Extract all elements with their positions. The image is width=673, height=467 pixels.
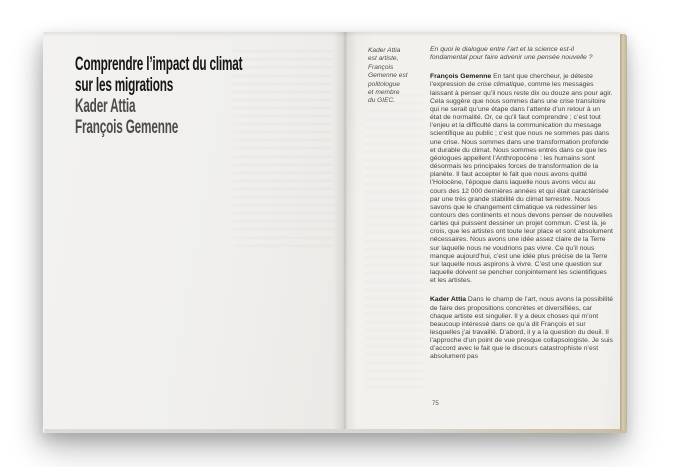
page-showthrough [233,50,333,250]
interview-answers [430,73,613,361]
paragraph [430,73,613,285]
note-line: et membre [368,89,400,97]
chapter-title-line: Comprendre l’impact du climat [75,54,243,75]
open-book-spread [43,32,627,433]
text-segment: Dans le champ de l’art, nous avons la possibilité de faire des propositions concrètes et diversifiées, car chaque artiste est singulier. Il y a deux choses qui m’ont beaucoup intéressé dans ce qu’a dit François et sur lesquelles j’ai travaillé. D’abord, il y a la question du deuil. Il l’approche d’un point de vue presque collapsologiste. Je suis d’accord avec le fait que le discours catastrophiste n’est absolument pas [430,296,613,361]
page-right [345,32,620,429]
page-left [43,32,345,429]
paragraph [430,296,613,361]
author-bio-note [368,47,420,106]
note-line: Gemenne est [368,72,408,80]
text-segment: Kader Attia [430,296,468,304]
interview-text-column [430,46,613,373]
note-line: du GIEC. [368,97,396,105]
text-segment: François Gemenne [430,73,494,81]
page-block-fore-edge [620,34,627,431]
author-name: François Gemenne [75,117,179,138]
chapter-title-block [75,54,242,138]
text-segment: En tant que chercheur, je déteste l’expression de [430,73,593,89]
interview-question: En quoi le dialogue entre l’art et la science est-il fondamental pour faire advenir une pensée nouvelle ? [430,46,593,62]
note-line: politologue [368,80,400,88]
author-name: Kader Attia [75,96,136,117]
note-line: est artiste, [368,55,399,63]
note-line: François [368,63,394,71]
text-segment: crise climatique [477,81,525,89]
page-block-bottom-edge [44,429,627,433]
chapter-title-line: sur les migrations [75,75,174,96]
page-showthrough [365,94,423,389]
note-line: Kader Attia [368,47,401,54]
page-number: 75 [432,401,439,407]
text-segment: , comme les messages laissant à penser qu’il nous reste dix ou douze ans pour agir. Cela suggère que nous sommes dans une crise transitoire qui ne serait qu’une étape dans l’attente d’un retour à un état de normalité. Or, ce qu’il faut comprendre ; c’est tout l’enjeu et la difficulté dans la communication du message scientifique au public ; c’est que nous ne sommes pas dans une crise. Nous sommes dans une transformation profonde et durable du climat. Nous sommes entrés dans ce que les géologues appellent l’Anthropocène : les humains sont désormais les principales forces de transformation de la planète. Il faut accepter le fait que nous avons quitté l’Holocène, l’époque dans laquelle nous avons vécu au cours des 12 000 dernières années et qui était caractérisée par une très grande stabilité du climat terrestre. Nous savons que le changement climatique va redessiner les contours des continents et nous devons penser de nouvelles cartes qui puissent dessiner un projet commun. C’est là, je crois, que les artistes ont toute leur place et sont absolument nécessaires. Nous avons une idée assez claire de la Terre sur laquelle nous ne voudrions pas vivre. Ce qu’il nous manque aujourd’hui, c’est une idée plus précise de la Terre sur laquelle nous aspirons à vivre. C’est une question sur laquelle doivent se pencher conjointement les scientifiques et les artistes. [430,81,613,285]
